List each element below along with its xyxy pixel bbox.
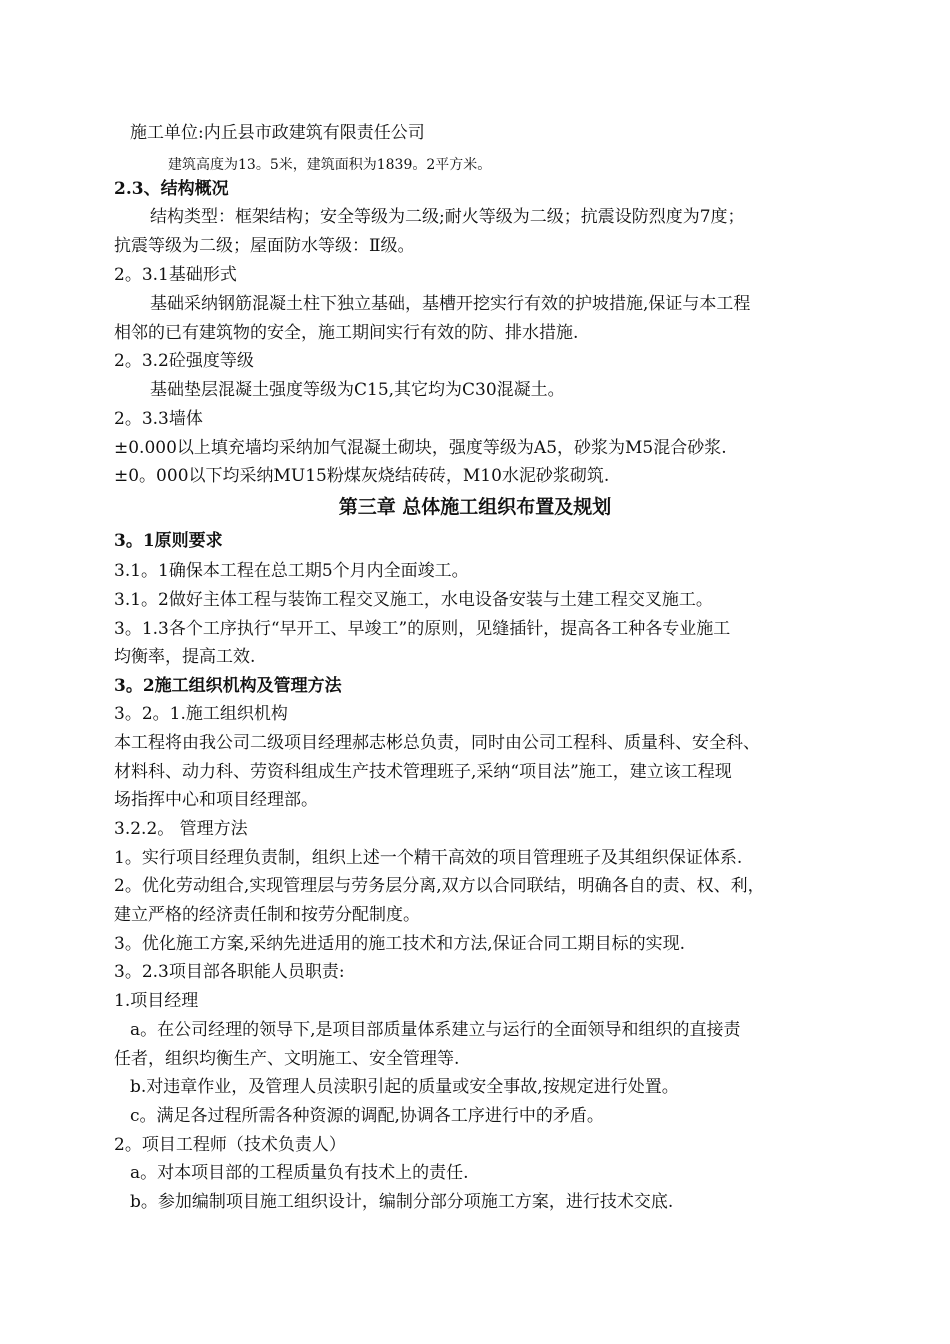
list-item: b.对违章作业，及管理人员渎职引起的质量或安全事故,按规定进行处置。	[130, 1077, 679, 1097]
list-item: 2。优化劳动组合,实现管理层与劳务层分离,双方以合同联结，明确各自的责、权、利，	[114, 876, 765, 896]
subsection-heading-3-2-1: 3。2。1.施工组织机构	[114, 704, 288, 724]
section-heading-3-1: 3。1原则要求	[114, 531, 223, 551]
subsection-heading-2-3-1: 2。3.1基础形式	[114, 265, 237, 285]
paragraph-line: 建立严格的经济责任制和按劳分配制度。	[114, 905, 420, 925]
list-item: a。对本项目部的工程质量负有技术上的责任.	[130, 1163, 469, 1183]
list-item: c。满足各过程所需各种资源的调配,协调各工序进行中的矛盾。	[130, 1106, 604, 1126]
paragraph-line: 结构类型：框架结构；安全等级为二级;耐火等级为二级；抗震设防烈度为7度；	[150, 207, 745, 227]
paragraph-line: 本工程将由我公司二级项目经理郝志彬总负责，同时由公司工程科、质量科、安全科、	[114, 733, 760, 753]
paragraph-line: 3.1。2做好主体工程与装饰工程交叉施工，水电设备安装与土建工程交叉施工。	[114, 590, 713, 610]
paragraph-line: 任者，组织均衡生产、文明施工、安全管理等.	[114, 1049, 460, 1069]
paragraph-line: 3.1。1确保本工程在总工期5个月内全面竣工。	[114, 561, 469, 581]
list-item: 1。实行项目经理负责制，组织上述一个精干高效的项目管理班子及其组织保证体系.	[114, 848, 743, 868]
paragraph-line: 基础采纳钢筋混凝土柱下独立基础，基槽开挖实行有效的护坡措施,保证与本工程	[150, 294, 751, 314]
paragraph-line: 3。1.3各个工序执行“早开工、早竣工”的原则，见缝插针，提高各工种各专业施工	[114, 619, 731, 639]
subsection-heading-3-2-2: 3.2.2。 管理方法	[114, 819, 248, 839]
paragraph-line: 均衡率，提高工效.	[114, 647, 256, 667]
subsection-heading-2-3-3: 2。3.3墙体	[114, 409, 203, 429]
list-item: b。参加编制项目施工组织设计，编制分部分项施工方案，进行技术交底.	[130, 1192, 674, 1212]
paragraph-line: 基础垫层混凝土强度等级为C15,其它均为C30混凝土。	[150, 380, 565, 400]
subsection-heading-2-3-2: 2。3.2砼强度等级	[114, 351, 254, 371]
chapter-three-title: 第三章 总体施工组织布置及规划	[338, 496, 612, 518]
role-heading-project-engineer: 2。项目工程师（技术负责人）	[114, 1135, 346, 1155]
paragraph-line: 材料科、动力科、劳资科组成生产技术管理班子,采纳“项目法”施工，建立该工程现	[114, 762, 732, 782]
building-height-line: 建筑高度为13。5米，建筑面积为1839。2平方米。	[168, 157, 492, 173]
paragraph-line: ±0。000以下均采纳MU15粉煤灰烧结砖砖，M10水泥砂浆砌筑.	[114, 466, 610, 486]
role-heading-project-manager: 1.项目经理	[114, 991, 199, 1011]
paragraph-line: 抗震等级为二级；屋面防水等级：Ⅱ级。	[114, 236, 415, 256]
section-heading-2-3: 2.3、结构概况	[114, 179, 229, 199]
list-item: a。在公司经理的领导下,是项目部质量体系建立与运行的全面领导和组织的直接责	[130, 1020, 741, 1040]
subsection-heading-3-2-3: 3。2.3项目部各职能人员职责:	[114, 962, 345, 982]
section-heading-3-2: 3。2施工组织机构及管理方法	[114, 676, 342, 696]
list-item: 3。优化施工方案,采纳先进适用的施工技术和方法,保证合同工期目标的实现.	[114, 934, 686, 954]
paragraph-line: ±0.000以上填充墙均采纳加气混凝土砌块，强度等级为A5，砂浆为M5混合砂浆.	[114, 438, 727, 458]
paragraph-line: 场指挥中心和项目经理部。	[114, 790, 318, 810]
construction-unit-line: 施工单位:内丘县市政建筑有限责任公司	[130, 123, 425, 143]
paragraph-line: 相邻的已有建筑物的安全，施工期间实行有效的防、排水措施.	[114, 323, 579, 343]
